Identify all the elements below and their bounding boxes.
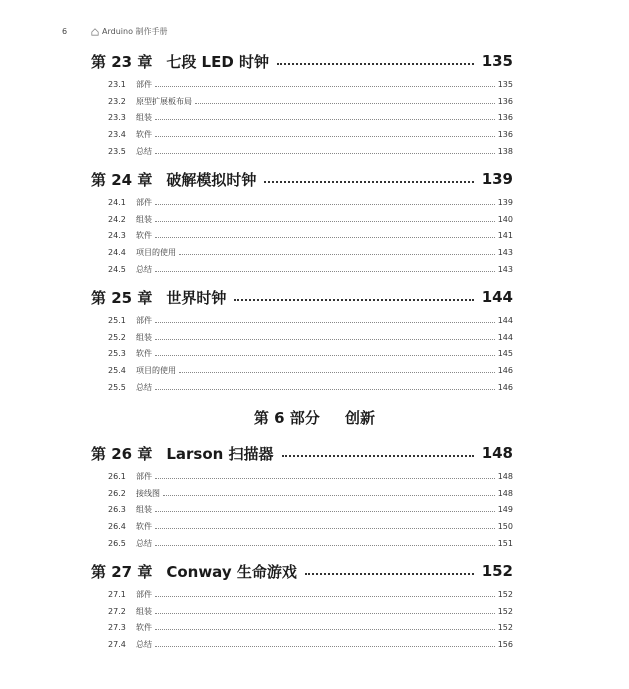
section-page: 148 [497, 471, 513, 481]
chapter-entry[interactable] [91, 442, 513, 464]
section-number: 27.1 [108, 589, 126, 599]
chapter-label: 第 24 章 [91, 170, 153, 189]
home-icon [91, 28, 99, 36]
section-title: 原型扩展板布局 [136, 96, 192, 106]
section-number: 23.1 [108, 79, 126, 89]
section-title: 软件 [136, 623, 152, 633]
section-page: 148 [497, 488, 513, 498]
dot-leader [282, 455, 474, 457]
section-title: 总结 [136, 147, 152, 157]
dot-leader [155, 322, 495, 323]
section-entry[interactable] [91, 211, 513, 228]
dot-leader [155, 478, 495, 479]
section-entry[interactable] [91, 468, 513, 485]
section-page: 152 [497, 623, 513, 633]
section-page: 136 [497, 113, 513, 123]
section-title: 部件 [136, 197, 152, 207]
section-entry[interactable] [91, 346, 513, 363]
section-title: 项目的使用 [136, 248, 176, 258]
chapter-entry[interactable] [91, 50, 513, 72]
dot-leader [155, 646, 495, 647]
section-number: 25.2 [108, 332, 126, 342]
section-entry[interactable] [91, 312, 513, 329]
dot-leader [264, 181, 473, 183]
chapter-23 [91, 50, 513, 160]
dot-leader [155, 528, 495, 529]
section-number: 26.2 [108, 488, 126, 498]
chapter-label: 第 26 章 [91, 444, 153, 463]
section-page: 150 [497, 522, 513, 532]
section-page: 146 [497, 383, 513, 393]
section-number: 23.2 [108, 96, 126, 106]
section-number: 23.5 [108, 147, 126, 157]
section-number: 25.5 [108, 383, 126, 393]
section-title: 组装 [136, 505, 152, 515]
section-entry[interactable] [91, 143, 513, 160]
section-number: 26.1 [108, 471, 126, 481]
section-entry[interactable] [91, 110, 513, 127]
section-entry[interactable] [91, 244, 513, 261]
section-entry[interactable] [91, 329, 513, 346]
chapter-page: 148 [481, 444, 513, 462]
dot-leader [155, 596, 495, 597]
part-heading [0, 407, 629, 428]
section-page: 144 [497, 332, 513, 342]
section-title: 软件 [136, 349, 152, 359]
section-number: 23.4 [108, 130, 126, 140]
section-page: 144 [497, 315, 513, 325]
dot-leader [163, 495, 495, 496]
section-title: 部件 [136, 315, 152, 325]
chapter-entry[interactable] [91, 560, 513, 582]
dot-leader [155, 511, 495, 512]
section-number: 24.3 [108, 231, 126, 241]
dot-leader [155, 545, 495, 546]
part-title: 创新 [345, 409, 376, 427]
section-entry[interactable] [91, 76, 513, 93]
page-number: 6 [62, 27, 68, 36]
section-title: 软件 [136, 130, 152, 140]
dot-leader [155, 119, 495, 120]
chapter-title: Conway 生命游戏 [166, 562, 297, 581]
section-page: 143 [497, 265, 513, 275]
dot-leader [155, 237, 495, 238]
section-number: 23.3 [108, 113, 126, 123]
section-title: 组装 [136, 606, 152, 616]
dot-leader [155, 86, 495, 87]
section-entry[interactable] [91, 620, 513, 637]
section-page: 156 [497, 640, 513, 650]
chapter-label: 第 25 章 [91, 288, 153, 307]
dot-leader [155, 355, 495, 356]
section-page: 141 [497, 231, 513, 241]
section-number: 25.3 [108, 349, 126, 359]
section-number: 26.5 [108, 539, 126, 549]
section-entry[interactable] [91, 126, 513, 143]
chapter-label: 第 27 章 [91, 562, 153, 581]
chapter-page: 135 [481, 52, 513, 70]
section-page: 149 [497, 505, 513, 515]
dot-leader [155, 389, 495, 390]
section-entry[interactable] [91, 502, 513, 519]
section-entry[interactable] [91, 194, 513, 211]
section-entry[interactable] [91, 603, 513, 620]
section-title: 部件 [136, 471, 152, 481]
section-title: 总结 [136, 265, 152, 275]
section-entry[interactable] [91, 485, 513, 502]
dot-leader [155, 613, 495, 614]
chapter-title: Larson 扫描器 [166, 444, 274, 463]
section-number: 24.5 [108, 265, 126, 275]
dot-leader [155, 136, 495, 137]
section-number: 27.2 [108, 606, 126, 616]
section-title: 总结 [136, 640, 152, 650]
chapter-24 [91, 168, 513, 278]
section-page: 152 [497, 589, 513, 599]
dot-leader [155, 221, 495, 222]
section-title: 部件 [136, 589, 152, 599]
section-entry[interactable] [91, 261, 513, 278]
dot-leader [179, 254, 495, 255]
section-title: 软件 [136, 522, 152, 532]
chapter-label: 第 23 章 [91, 52, 153, 71]
section-number: 26.4 [108, 522, 126, 532]
section-page: 145 [497, 349, 513, 359]
section-entry[interactable] [91, 228, 513, 245]
section-title: 总结 [136, 383, 152, 393]
chapter-page: 152 [481, 562, 513, 580]
section-page: 138 [497, 147, 513, 157]
chapter-25 [91, 286, 513, 396]
dot-leader [234, 299, 473, 301]
section-page: 151 [497, 539, 513, 549]
section-number: 25.1 [108, 315, 126, 325]
section-page: 139 [497, 197, 513, 207]
section-title: 组装 [136, 332, 152, 342]
book-title: Arduino 制作手册 [102, 27, 168, 36]
section-page: 135 [497, 79, 513, 89]
section-title: 组装 [136, 113, 152, 123]
dot-leader [277, 63, 474, 65]
section-number: 25.4 [108, 366, 126, 376]
dot-leader [155, 271, 495, 272]
section-page: 152 [497, 606, 513, 616]
part-label: 第 6 部分 [253, 409, 320, 427]
dot-leader [195, 103, 495, 104]
chapter-page: 139 [481, 170, 513, 188]
section-number: 27.4 [108, 640, 126, 650]
section-page: 143 [497, 248, 513, 258]
section-number: 24.2 [108, 214, 126, 224]
section-page: 136 [497, 130, 513, 140]
section-title: 项目的使用 [136, 366, 176, 376]
section-number: 24.1 [108, 197, 126, 207]
chapter-title: 破解模拟时钟 [166, 170, 257, 189]
dot-leader [155, 204, 495, 205]
section-entry[interactable] [91, 518, 513, 535]
section-title: 部件 [136, 79, 152, 89]
dot-leader [155, 153, 495, 154]
section-number: 27.3 [108, 623, 126, 633]
chapter-title: 世界时钟 [166, 288, 227, 307]
dot-leader [179, 372, 495, 373]
section-title: 软件 [136, 231, 152, 241]
section-entry[interactable] [91, 535, 513, 552]
running-header [91, 26, 168, 37]
dot-leader [305, 573, 474, 575]
dot-leader [155, 339, 495, 340]
section-page: 146 [497, 366, 513, 376]
section-title: 接线图 [136, 488, 160, 498]
dot-leader [155, 629, 495, 630]
section-title: 组装 [136, 214, 152, 224]
section-page: 140 [497, 214, 513, 224]
section-page: 136 [497, 96, 513, 106]
section-title: 总结 [136, 539, 152, 549]
section-entry[interactable] [91, 379, 513, 396]
chapter-title: 七段 LED 时钟 [166, 52, 270, 71]
section-entry[interactable] [91, 586, 513, 603]
section-entry[interactable] [91, 362, 513, 379]
chapter-entry[interactable] [91, 286, 513, 308]
section-number: 26.3 [108, 505, 126, 515]
chapter-27 [91, 560, 513, 653]
section-entry[interactable] [91, 636, 513, 653]
chapter-page: 144 [481, 288, 513, 306]
section-entry[interactable] [91, 93, 513, 110]
section-number: 24.4 [108, 248, 126, 258]
chapter-entry[interactable] [91, 168, 513, 190]
chapter-26 [91, 442, 513, 552]
